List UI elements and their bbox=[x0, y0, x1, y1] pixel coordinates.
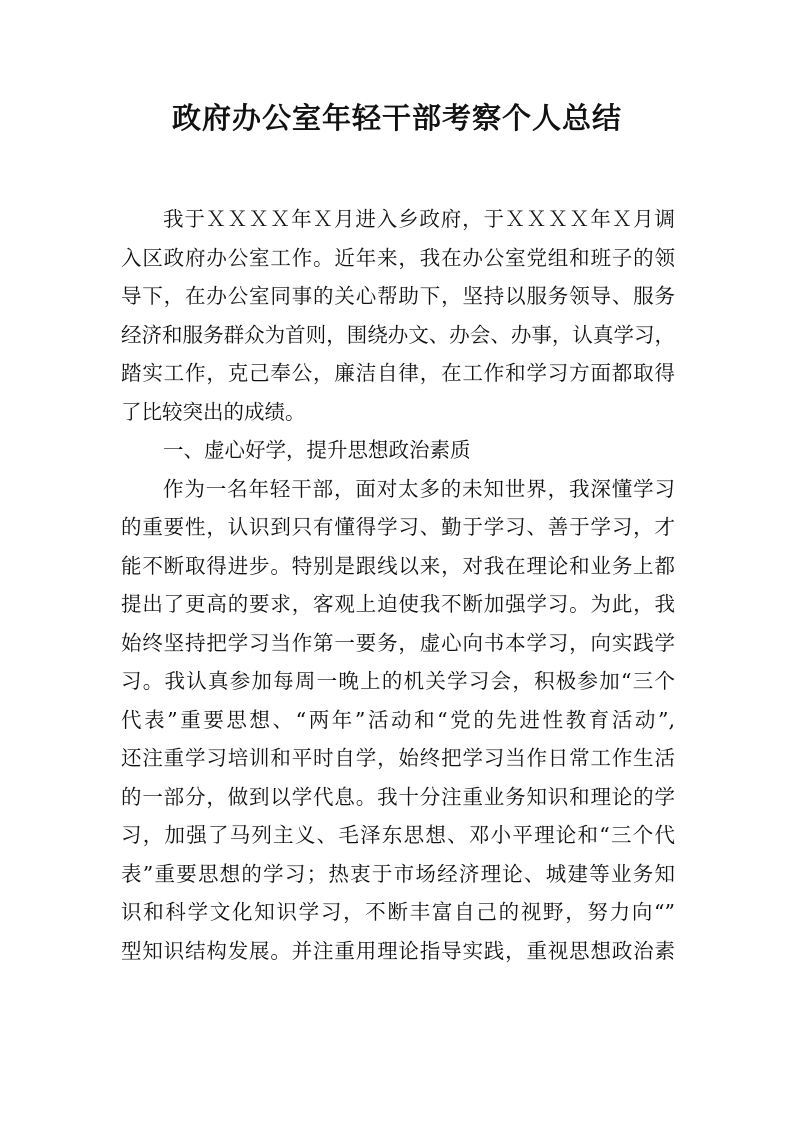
paragraph-line: 识和科学文化知识学习，不断丰富自己的视野，努力向“” bbox=[121, 900, 675, 924]
paragraph-line: 提出了更高的要求，客观上迫使我不断加强学习。为此，我 bbox=[121, 592, 675, 616]
paragraph-line: 经济和服务群众为首则，围绕办文、办会、办事，认真学习， bbox=[121, 322, 675, 347]
paragraph-line: 型知识结构发展。并注重用理论指导实践，重视思想政治素 bbox=[121, 938, 675, 963]
paragraph-line: 了比较突出的成绩。 bbox=[121, 399, 306, 424]
paragraph-line: 作为一名年轻干部，面对太多的未知世界，我深懂学习 bbox=[163, 476, 675, 501]
paragraph-line: 表”重要思想的学习；热衷于市场经济理论、城建等业务知 bbox=[121, 861, 675, 886]
document-body bbox=[121, 200, 675, 970]
paragraph-line: 我于ＸＸＸＸ年Ｘ月进入乡政府，于ＸＸＸＸ年Ｘ月调 bbox=[163, 207, 675, 231]
paragraph-line: 习。我认真参加每周一晚上的机关学习会，积极参加“三个 bbox=[121, 669, 675, 693]
paragraph-line: 的一部分，做到以学代息。我十分注重业务知识和理论的学 bbox=[121, 784, 675, 809]
paragraph-line: 踏实工作，克己奉公，廉洁自律，在工作和学习方面都取得 bbox=[121, 361, 675, 385]
paragraph-line: 始终坚持把学习当作第一要务，虚心向书本学习，向实践学 bbox=[121, 630, 675, 655]
paragraph-line: 入区政府办公室工作。近年来，我在办公室党组和班子的领 bbox=[121, 245, 675, 270]
paragraph-line: 习，加强了马列主义、毛泽东思想、邓小平理论和“三个代 bbox=[121, 823, 675, 847]
paragraph-line: 的重要性，认识到只有懂得学习、勤于学习、善于学习，才 bbox=[121, 515, 675, 539]
document-title: 政府办公室年轻干部考察个人总结 bbox=[171, 101, 622, 135]
paragraph-line: 能不断取得进步。特别是跟线以来，对我在理论和业务上都 bbox=[121, 553, 675, 578]
section-heading: 一、虚心好学，提升思想政治素质 bbox=[163, 438, 471, 462]
paragraph-line: 导下，在办公室同事的关心帮助下，坚持以服务领导、服务 bbox=[121, 284, 675, 308]
paragraph-line: 代表”重要思想、“两年”活动和“党的先进性教育活动”, bbox=[121, 707, 675, 732]
paragraph-line: 还注重学习培训和平时自学，始终把学习当作日常工作生活 bbox=[121, 746, 675, 770]
